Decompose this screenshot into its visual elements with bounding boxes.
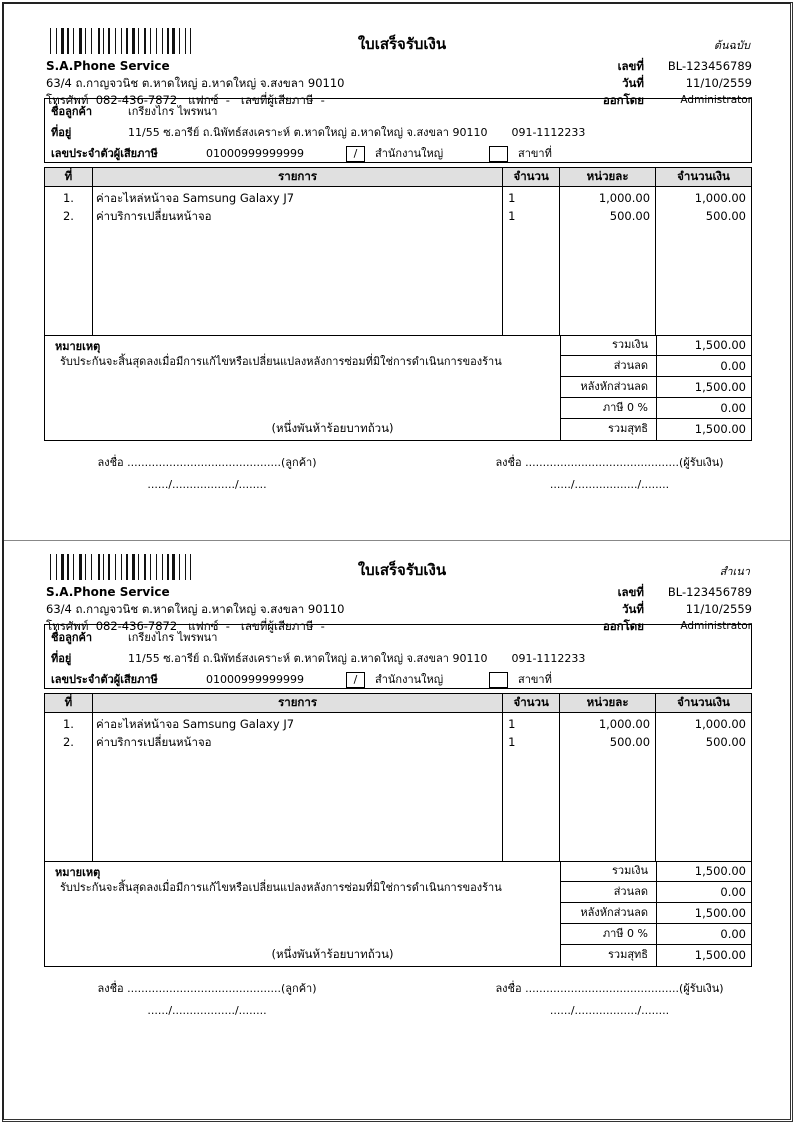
barcode-bar — [56, 28, 57, 54]
company-name: S.A.Phone Service — [46, 59, 170, 73]
total-value: 0.00 — [720, 401, 746, 415]
header-no: ที่ — [45, 694, 93, 713]
barcode-bar — [147, 28, 148, 54]
total-value: 1,500.00 — [694, 422, 746, 436]
barcode-bar — [93, 28, 96, 54]
row-description: ค่าอะไหล่หน้าจอ Samsung Galaxy J7 — [95, 191, 295, 205]
total-row-net — [561, 419, 751, 440]
barcode-bar — [179, 28, 180, 54]
barcode-bar — [85, 28, 86, 54]
header-amount: จำนวนเงิน — [656, 168, 752, 187]
barcode-bar — [50, 554, 51, 580]
receipt-copy — [42, 546, 754, 1066]
customer-phone: 091-1112233 — [511, 126, 586, 139]
receipt-date: 11/10/2559 — [685, 76, 752, 90]
barcode-bar — [124, 28, 125, 54]
total-row-discount — [561, 356, 751, 377]
barcode-bar — [71, 554, 72, 580]
totals-box — [561, 861, 751, 966]
receipt-number: BL-123456789 — [667, 585, 752, 599]
barcode-bar — [152, 554, 155, 580]
barcode-bar — [115, 28, 116, 54]
barcode-bar — [71, 28, 72, 54]
total-row-subtotal — [561, 861, 751, 882]
barcode-bar — [129, 554, 130, 580]
barcode-bar — [159, 28, 161, 54]
barcode-bar — [193, 28, 196, 54]
barcode-bar — [67, 28, 69, 54]
branch-label: สาขาที่ — [518, 673, 552, 686]
barcode-bar — [141, 28, 143, 54]
total-row-subtotal — [561, 335, 751, 356]
barcode-bar — [177, 554, 178, 580]
barcode-bar — [187, 554, 189, 580]
items-table — [44, 693, 752, 862]
barcode-bar — [177, 28, 178, 54]
total-value: 0.00 — [720, 359, 746, 373]
barcode-bar — [88, 554, 90, 580]
tax-id-label: เลขประจำตัวผู้เสียภาษี — [51, 147, 158, 160]
issued-by: Administrator — [680, 620, 752, 632]
col-unit-price — [560, 713, 656, 862]
barcode-bar — [67, 554, 69, 580]
col-quantity — [503, 187, 560, 336]
total-value: 0.00 — [720, 927, 746, 941]
total-value: 1,500.00 — [694, 906, 746, 920]
receiver-signature-line: ลงชื่อ ............................................(ผู้รับเงิน) — [495, 982, 724, 995]
barcode-bar — [117, 28, 120, 54]
number-label: เลขที่ — [617, 59, 644, 73]
customer-address-label: ที่อยู่ — [51, 652, 72, 665]
barcode-bar — [58, 28, 59, 54]
row-no: 1. — [62, 191, 74, 205]
customer-box — [44, 624, 752, 689]
barcode-bar — [75, 554, 77, 580]
barcode-bar — [88, 28, 90, 54]
barcode-bar — [150, 554, 151, 580]
barcode-bar — [167, 554, 169, 580]
items-table — [44, 167, 752, 336]
barcode-bar — [185, 28, 186, 54]
customer-address: 11/55 ซ.อารีย์ ถ.นิพัทธ์สงเคราะห์ ต.หาดใหญ่ อ.หาดใหญ่ จ.สงขลา 90110 — [128, 126, 488, 139]
issued-by-label: ออกโดย — [602, 619, 644, 633]
col-amount — [656, 713, 752, 862]
barcode-bar — [117, 554, 120, 580]
barcode-bar — [129, 28, 130, 54]
barcode-bar — [106, 554, 107, 580]
barcode-bar — [162, 554, 163, 580]
company-name: S.A.Phone Service — [46, 585, 170, 599]
barcode — [50, 554, 240, 580]
row-description: ค่าบริการเปลี่ยนหน้าจอ — [95, 209, 212, 223]
total-label: ภาษี 0 % — [561, 398, 657, 418]
receiver-signature-date: ....../................../........ — [549, 478, 670, 491]
barcode-bar — [187, 28, 189, 54]
barcode-bar — [170, 554, 171, 580]
header-no: ที่ — [45, 168, 93, 187]
total-value: 1,500.00 — [694, 338, 746, 352]
header-unit-price: หน่วยละ — [560, 168, 656, 187]
barcode-bar — [111, 28, 113, 54]
col-quantity — [503, 713, 560, 862]
company-address: 63/4 ถ.กาญจวนิช ต.หาดใหญ่ อ.หาดใหญ่ จ.สงขลา 90110 — [46, 76, 345, 90]
total-row-after-discount — [561, 377, 751, 398]
barcode-bar — [172, 28, 175, 54]
barcode-bar — [106, 28, 107, 54]
total-label: รวมสุทธิ — [561, 945, 657, 966]
barcode-bar — [164, 28, 165, 54]
total-label: รวมเงิน — [561, 335, 657, 355]
col-unit-price — [560, 187, 656, 336]
barcode-bar — [132, 554, 135, 580]
row-amount: 1,000.00 — [694, 717, 746, 731]
customer-signature-line: ลงชื่อ ............................................(ลูกค้า) — [97, 982, 317, 995]
company-contact: โทรศัพท์ 082-436-7872 แฟกซ์ - เลขที่ผู้เสียภาษี - — [46, 93, 325, 107]
total-row-net — [561, 945, 751, 966]
document-title: ใบเสร็จรับเงิน — [357, 35, 447, 53]
barcode-bar — [126, 554, 128, 580]
row-unit-price: 1,000.00 — [598, 717, 651, 731]
barcode-bar — [85, 554, 86, 580]
row-quantity: 1 — [508, 209, 516, 223]
table-body — [45, 713, 752, 862]
row-amount: 1,000.00 — [694, 191, 746, 205]
row-amount: 500.00 — [705, 735, 746, 749]
remarks-box — [45, 335, 561, 440]
receipt-date: 11/10/2559 — [685, 602, 752, 616]
total-row-after-discount — [561, 903, 751, 924]
barcode-bar — [181, 28, 183, 54]
receiver-signature — [482, 978, 737, 1022]
barcode-bar — [150, 28, 151, 54]
total-label: ส่วนลด — [561, 356, 657, 376]
barcode-bar — [121, 554, 122, 580]
customer-signature — [82, 452, 332, 496]
barcode-bar — [167, 28, 169, 54]
barcode-bar — [83, 28, 84, 54]
head-office-label: สำนักงานใหญ่ — [375, 673, 444, 686]
head-office-label: สำนักงานใหญ่ — [375, 147, 444, 160]
barcode-bar — [111, 554, 113, 580]
barcode-bar — [108, 28, 110, 54]
barcode-bar — [101, 554, 102, 580]
barcode-bar — [98, 28, 100, 54]
branch-label: สาขาที่ — [518, 147, 552, 160]
total-label: รวมเงิน — [561, 861, 657, 881]
summary-section — [44, 861, 752, 967]
barcode-bar — [126, 28, 128, 54]
customer-box — [44, 98, 752, 163]
header-quantity: จำนวน — [503, 694, 560, 713]
header-quantity: จำนวน — [503, 168, 560, 187]
row-no: 1. — [62, 717, 74, 731]
col-amount — [656, 187, 752, 336]
customer-name: เกรียงไกร ไพรพนา — [128, 105, 218, 118]
customer-address: 11/55 ซ.อารีย์ ถ.นิพัทธ์สงเคราะห์ ต.หาดใหญ่ อ.หาดใหญ่ จ.สงขลา 90110 — [128, 652, 488, 665]
row-unit-price: 1,000.00 — [598, 191, 651, 205]
document-title: ใบเสร็จรับเงิน — [357, 561, 447, 579]
barcode-bar — [190, 28, 191, 54]
total-value: 1,500.00 — [694, 864, 746, 878]
total-label: หลังหักส่วนลด — [561, 377, 657, 397]
barcode-bar — [136, 28, 137, 54]
barcode-bar — [190, 554, 191, 580]
issued-by: Administrator — [680, 94, 752, 106]
customer-name: เกรียงไกร ไพรพนา — [128, 631, 218, 644]
page-frame — [2, 2, 793, 1122]
barcode-bar — [156, 554, 157, 580]
total-label: หลังหักส่วนลด — [561, 903, 657, 923]
barcode-bar — [93, 554, 96, 580]
remarks-label: หมายเหตุ — [55, 340, 101, 353]
barcode-bar — [152, 28, 155, 54]
branch-checkbox[interactable] — [489, 146, 508, 162]
barcode-bar — [103, 28, 104, 54]
receipt-original — [42, 20, 754, 540]
total-label: รวมสุทธิ — [561, 419, 657, 440]
receiver-signature-date: ....../................../........ — [549, 1004, 670, 1017]
barcode-bar — [65, 554, 66, 580]
company-address: 63/4 ถ.กาญจวนิช ต.หาดใหญ่ อ.หาดใหญ่ จ.สงขลา 90110 — [46, 602, 345, 616]
barcode-bar — [124, 554, 125, 580]
barcode-bar — [79, 554, 82, 580]
barcode — [50, 28, 240, 54]
barcode-bar — [61, 28, 64, 54]
date-label: วันที่ — [622, 76, 644, 90]
remarks-box — [45, 861, 561, 966]
col-description — [92, 187, 502, 336]
row-description: ค่าบริการเปลี่ยนหน้าจอ — [95, 735, 212, 749]
row-description: ค่าอะไหล่หน้าจอ Samsung Galaxy J7 — [95, 717, 295, 731]
company-contact: โทรศัพท์ 082-436-7872 แฟกซ์ - เลขที่ผู้เสียภาษี - — [46, 619, 325, 633]
barcode-bar — [73, 554, 74, 580]
barcode-bar — [98, 554, 100, 580]
table-body — [45, 187, 752, 336]
barcode-bar — [170, 28, 171, 54]
total-value: 1,500.00 — [694, 380, 746, 394]
col-no — [45, 187, 93, 336]
barcode-bar — [141, 554, 143, 580]
table-header-row — [45, 168, 752, 187]
barcode-bar — [179, 554, 180, 580]
barcode-bar — [56, 554, 57, 580]
tax-id: 01000999999999 — [206, 673, 304, 686]
barcode-bar — [115, 554, 116, 580]
row-unit-price: 500.00 — [609, 209, 651, 223]
row-amount: 500.00 — [705, 209, 746, 223]
head-office-checkbox[interactable]: / — [346, 146, 365, 162]
barcode-bar — [159, 554, 161, 580]
customer-signature — [82, 978, 332, 1022]
barcode-bar — [83, 554, 84, 580]
total-row-tax — [561, 924, 751, 945]
copy-label: ต้นฉบับ — [713, 39, 750, 52]
issued-by-label: ออกโดย — [602, 93, 644, 107]
row-no: 2. — [62, 209, 74, 223]
customer-phone: 091-1112233 — [511, 652, 586, 665]
number-label: เลขที่ — [617, 585, 644, 599]
barcode-bar — [162, 28, 163, 54]
receiver-signature — [482, 452, 737, 496]
barcode-bar — [61, 554, 64, 580]
customer-signature-date: ....../................../........ — [147, 478, 267, 491]
barcode-bar — [138, 554, 139, 580]
amount-in-words: (หนึ่งพันห้าร้อยบาทถ้วน) — [271, 947, 394, 961]
barcode-bar — [79, 28, 82, 54]
amount-in-words: (หนึ่งพันห้าร้อยบาทถ้วน) — [271, 421, 394, 435]
header-description: รายการ — [92, 168, 502, 187]
summary-section — [44, 335, 752, 441]
barcode-bar — [75, 28, 77, 54]
col-description — [92, 713, 502, 862]
barcode-bar — [144, 554, 146, 580]
row-quantity: 1 — [508, 735, 516, 749]
barcode-bar — [53, 554, 55, 580]
barcode-bar — [101, 28, 102, 54]
barcode-bar — [185, 554, 186, 580]
tax-id: 01000999999999 — [206, 147, 304, 160]
barcode-bar — [156, 28, 157, 54]
header-description: รายการ — [92, 694, 502, 713]
col-no — [45, 713, 93, 862]
customer-name-label: ชื่อลูกค้า — [51, 105, 93, 118]
barcode-bar — [132, 28, 135, 54]
total-value: 1,500.00 — [694, 948, 746, 962]
row-quantity: 1 — [508, 717, 516, 731]
branch-checkbox[interactable] — [489, 672, 508, 688]
receipt-number: BL-123456789 — [667, 59, 752, 73]
barcode-bar — [121, 28, 122, 54]
totals-box — [561, 335, 751, 440]
barcode-bar — [65, 28, 66, 54]
copy-label: สำเนา — [719, 565, 750, 578]
total-value: 0.00 — [720, 885, 746, 899]
barcode-bar — [108, 554, 110, 580]
total-row-discount — [561, 882, 751, 903]
barcode-bar — [91, 554, 92, 580]
remarks-text: รับประกันจะสิ้นสุดลงเมื่อมีการแก้ไขหรือเปลี่ยนแปลงหลังการซ่อมที่มิใช่การดำเนินการของร้าน — [60, 355, 502, 368]
copy-divider — [4, 540, 790, 541]
customer-signature-line: ลงชื่อ ............................................(ลูกค้า) — [97, 456, 317, 469]
barcode-bar — [172, 554, 175, 580]
barcode-bar — [138, 28, 139, 54]
head-office-checkbox[interactable]: / — [346, 672, 365, 688]
row-unit-price: 500.00 — [609, 735, 651, 749]
barcode-bar — [58, 554, 59, 580]
barcode-bar — [50, 28, 51, 54]
barcode-bar — [136, 554, 137, 580]
total-label: ภาษี 0 % — [561, 924, 657, 944]
customer-name-label: ชื่อลูกค้า — [51, 631, 93, 644]
barcode-bar — [103, 554, 104, 580]
tax-id-label: เลขประจำตัวผู้เสียภาษี — [51, 673, 158, 686]
total-row-tax — [561, 398, 751, 419]
barcode-bar — [181, 554, 183, 580]
customer-signature-date: ....../................../........ — [147, 1004, 267, 1017]
receiver-signature-line: ลงชื่อ ............................................(ผู้รับเงิน) — [495, 456, 724, 469]
barcode-bar — [147, 554, 148, 580]
barcode-bar — [144, 28, 146, 54]
header-unit-price: หน่วยละ — [560, 694, 656, 713]
table-header-row — [45, 694, 752, 713]
row-no: 2. — [62, 735, 74, 749]
customer-address-label: ที่อยู่ — [51, 126, 72, 139]
barcode-bar — [73, 28, 74, 54]
header-amount: จำนวนเงิน — [656, 694, 752, 713]
barcode-bar — [91, 28, 92, 54]
row-quantity: 1 — [508, 191, 516, 205]
barcode-bar — [164, 554, 165, 580]
barcode-bar — [53, 28, 55, 54]
date-label: วันที่ — [622, 602, 644, 616]
remarks-label: หมายเหตุ — [55, 866, 101, 879]
total-label: ส่วนลด — [561, 882, 657, 902]
remarks-text: รับประกันจะสิ้นสุดลงเมื่อมีการแก้ไขหรือเปลี่ยนแปลงหลังการซ่อมที่มิใช่การดำเนินการของร้าน — [60, 881, 502, 894]
barcode-bar — [193, 554, 196, 580]
